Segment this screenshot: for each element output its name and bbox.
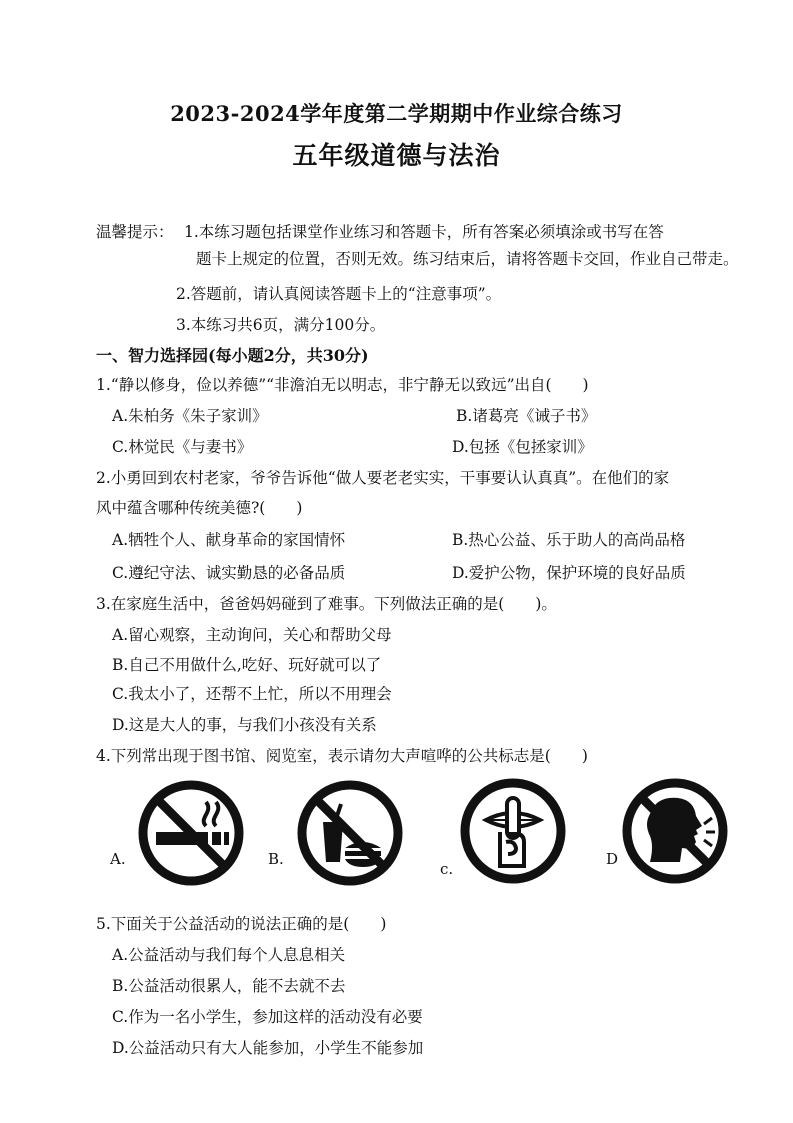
question-3-option-c: C.我太小了，还帮不上忙，所以不用理会 [112, 685, 392, 703]
question-3-option-a: A.留心观察，主动询问，关心和帮助父母 [112, 626, 392, 644]
notice-item-1-line-1: 1.本练习题包括课堂作业练习和答题卡，所有答案必须填涂或书写在答 [184, 223, 664, 241]
question-3-option-b: B.自己不用做什么,吃好、玩好就可以了 [112, 656, 382, 674]
question-4-option-c-label: c. [440, 860, 454, 878]
question-2-option-c: C.遵纪守法、诚实勤恳的必备品质 [112, 564, 346, 582]
question-4-option-a-label: A. [110, 850, 126, 868]
notice-item-3: 3.本练习共6页，满分100分。 [176, 316, 386, 334]
question-5-option-b: B.公益活动很累人，能不去就不去 [112, 977, 346, 995]
no-smoking-icon [136, 778, 246, 892]
question-3-option-d: D.这是大人的事，与我们小孩没有关系 [112, 716, 377, 734]
question-2-option-b: B.热心公益、乐于助人的高尚品格 [452, 531, 686, 549]
question-1-option-d: D.包拯《包拯家训》 [452, 438, 593, 456]
no-shouting-icon [620, 776, 730, 890]
question-1-option-a: A.朱柏务《朱子家训》 [112, 407, 268, 425]
question-2-option-a: A.牺牲个人、献身革命的家国情怀 [112, 531, 346, 549]
question-1-option-c: C.林觉民《与妻书》 [112, 438, 253, 456]
notice-item-1-line-2: 题卡上规定的位置，否则无效。练习结束后，请将答题卡交回，作业自己带走。 [196, 250, 739, 268]
question-4-option-d-label: D [606, 850, 619, 868]
quiet-please-icon [458, 776, 568, 890]
question-5-option-c: C.作为一名小学生，参加这样的活动没有必要 [112, 1008, 423, 1026]
question-1-stem: 1.“静以修身，俭以养德”“非澹泊无以明志，非宁静无以致远”出自( ) [96, 376, 589, 394]
no-food-drink-icon [295, 778, 405, 892]
question-3-stem: 3.在家庭生活中，爸爸妈妈碰到了难事。下列做法正确的是( )。 [96, 595, 557, 613]
question-5-option-d: D.公益活动只有大人能参加，小学生不能参加 [112, 1039, 424, 1057]
question-4-option-b-label: B. [268, 850, 284, 868]
question-2-stem-line-2: 风中蕴含哪种传统美德?( ) [96, 499, 303, 517]
question-5-stem: 5.下面关于公益活动的说法正确的是( ) [96, 915, 387, 933]
section-heading: 一、智力选择园(每小题2分，共30分) [96, 346, 369, 365]
notice-item-2: 2.答题前，请认真阅读答题卡上的“注意事项”。 [176, 285, 502, 303]
question-4-stem: 4.下列常出现于图书馆、阅览室，表示请勿大声喧哗的公共标志是( ) [96, 747, 588, 765]
exam-subject: 五年级道德与法治 [292, 141, 501, 170]
question-5-option-a: A.公益活动与我们每个人息息相关 [112, 946, 346, 964]
question-2-option-d: D.爱护公物，保护环境的良好品质 [452, 564, 686, 582]
exam-title: 2023-2024学年度第二学期期中作业综合练习 [170, 101, 623, 126]
question-2-stem-line-1: 2.小勇回到农村老家，爷爷告诉他“做人要老老实实，干事要认认真真”。在他们的家 [96, 469, 670, 487]
question-1-option-b: B.诸葛亮《诫子书》 [456, 407, 597, 425]
notice-label: 温馨提示： [96, 223, 174, 241]
